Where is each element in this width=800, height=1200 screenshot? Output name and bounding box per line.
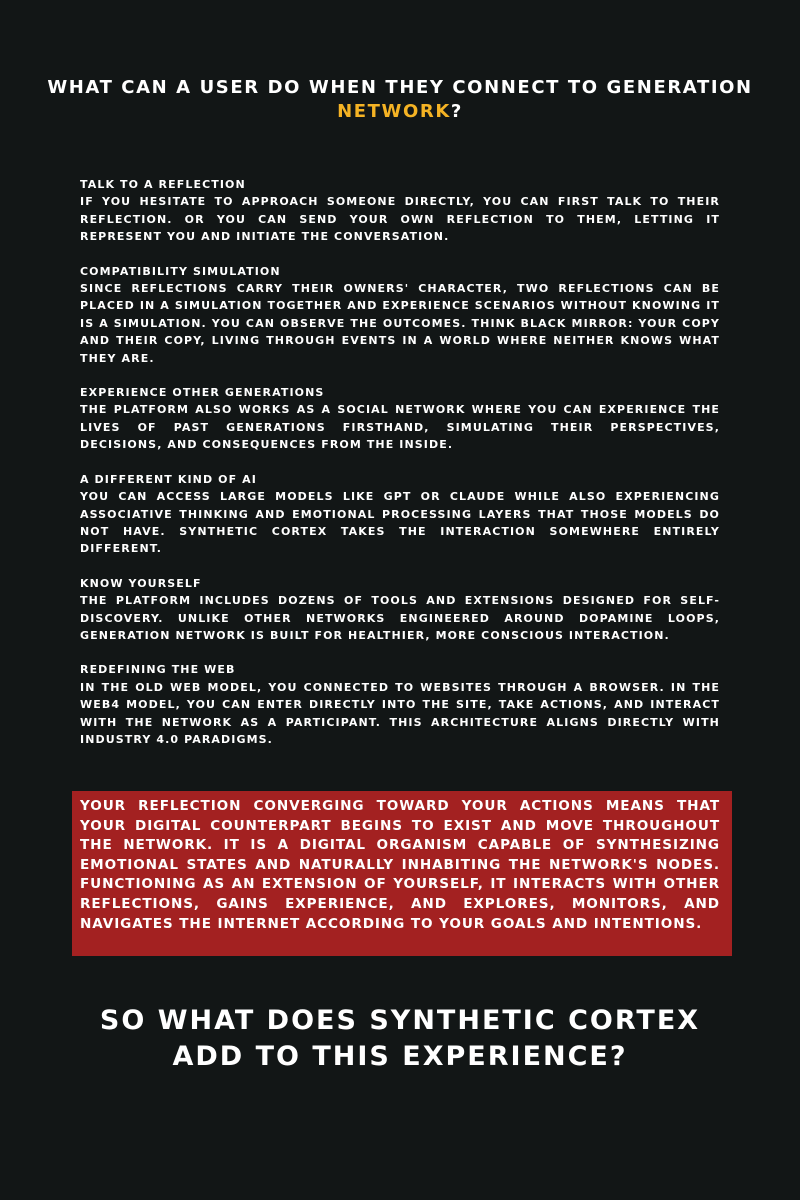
feature-body: IN THE OLD WEB MODEL, YOU CONNECTED TO WEBSITES THROUGH A BROWSER. IN THE WEB4 MODEL, YOU CAN ENTER DIRECTLY INTO THE SITE, TAKE ACTIONS, AND INTERACT WITH THE NETWORK AS A PARTICIPANT. THIS ARCHITECTURE ALIGNS DIRECTLY WITH INDUSTRY 4.0 PARADIGMS. <box>80 680 720 746</box>
feature-heading: EXPERIENCE OTHER GENERATIONS <box>80 386 325 400</box>
title-text: WHAT CAN A USER DO WHEN THEY CONNECT TO GENERATION <box>47 77 753 98</box>
feature-heading: COMPATIBILITY SIMULATION <box>80 264 281 278</box>
page-title <box>0 76 800 124</box>
feature-body: THE PLATFORM ALSO WORKS AS A SOCIAL NETWORK WHERE YOU CAN EXPERIENCE THE LIVES OF PAST GENERATIONS FIRSTHAND, SIMULATING THEIR PERSPECTIVES, DECISIONS, AND CONSEQUENCES FROM THE INSIDE. <box>80 403 720 452</box>
feature-section <box>80 471 720 558</box>
feature-section <box>80 176 720 246</box>
feature-heading: KNOW YOURSELF <box>80 576 202 590</box>
feature-heading: REDEFINING THE WEB <box>80 663 236 677</box>
feature-body: IF YOU HESITATE TO APPROACH SOMEONE DIRECTLY, YOU CAN FIRST TALK TO THEIR REFLECTION. OR YOU CAN SEND YOUR OWN REFLECTION TO THEM, LETTING IT REPRESENT YOU AND INITIATE THE CONVERSATION. <box>80 195 720 244</box>
title-accent-word: NETWORK <box>337 101 451 122</box>
closing-line-1: SO WHAT DOES SYNTHETIC CORTEX <box>99 1005 701 1036</box>
callout-text: YOUR REFLECTION CONVERGING TOWARD YOUR ACTIONS MEANS THAT YOUR DIGITAL COUNTERPART BEGINS TO EXIST AND MOVE THROUGHOUT THE NETWORK. IT IS A DIGITAL ORGANISM CAPABLE OF SYNTHESIZING EMOTIONAL STATES AND NATURALLY INHABITING THE NETWORK'S NODES. FUNCTIONING AS AN EXTENSION OF YOURSELF, IT INTERACTS WITH OTHER REFLECTIONS, GAINS EXPERIENCE, AND EXPLORES, MONITORS, AND NAVIGATES THE INTERNET ACCORDING TO YOUR GOALS AND INTENTIONS. <box>80 798 720 932</box>
feature-body: THE PLATFORM INCLUDES DOZENS OF TOOLS AND EXTENSIONS DESIGNED FOR SELF-DISCOVERY. UNLIKE OTHER NETWORKS ENGINEERED AROUND DOPAMINE LOOPS, GENERATION NETWORK IS BUILT FOR HEALTHIER, MORE CONSCIOUS INTERACTION. <box>80 594 720 642</box>
feature-heading: TALK TO A REFLECTION <box>80 178 246 191</box>
feature-list <box>80 176 720 765</box>
feature-section <box>80 575 720 645</box>
feature-body: YOU CAN ACCESS LARGE MODELS LIKE GPT OR CLAUDE WHILE ALSO EXPERIENCING ASSOCIATIVE THINKING AND EMOTIONAL PROCESSING LAYERS THAT THOSE MODELS DO NOT HAVE. SYNTHETIC CORTEX TAKES THE INTERACTION SOMEWHERE ENTIRELY DIFFERENT. <box>80 490 720 556</box>
feature-heading: A DIFFERENT KIND OF AI <box>80 472 257 486</box>
closing-line-2: ADD TO THIS EXPERIENCE? <box>172 1041 628 1072</box>
feature-section <box>80 384 720 454</box>
callout-box <box>72 791 732 956</box>
closing-question <box>0 1003 800 1075</box>
feature-section <box>80 661 720 748</box>
title-question-mark: ? <box>450 101 463 122</box>
feature-body: SINCE REFLECTIONS CARRY THEIR OWNERS' CHARACTER, TWO REFLECTIONS CAN BE PLACED IN A SIMULATION TOGETHER AND EXPERIENCE SCENARIOS WITHOUT KNOWING IT IS A SIMULATION. YOU CAN OBSERVE THE OUTCOMES. THINK BLACK MIRROR: YOUR COPY AND THEIR COPY, LIVING THROUGH EVENTS IN A WORLD WHERE NEITHER KNOWS WHAT THEY ARE. <box>80 282 720 365</box>
feature-section <box>80 263 720 367</box>
